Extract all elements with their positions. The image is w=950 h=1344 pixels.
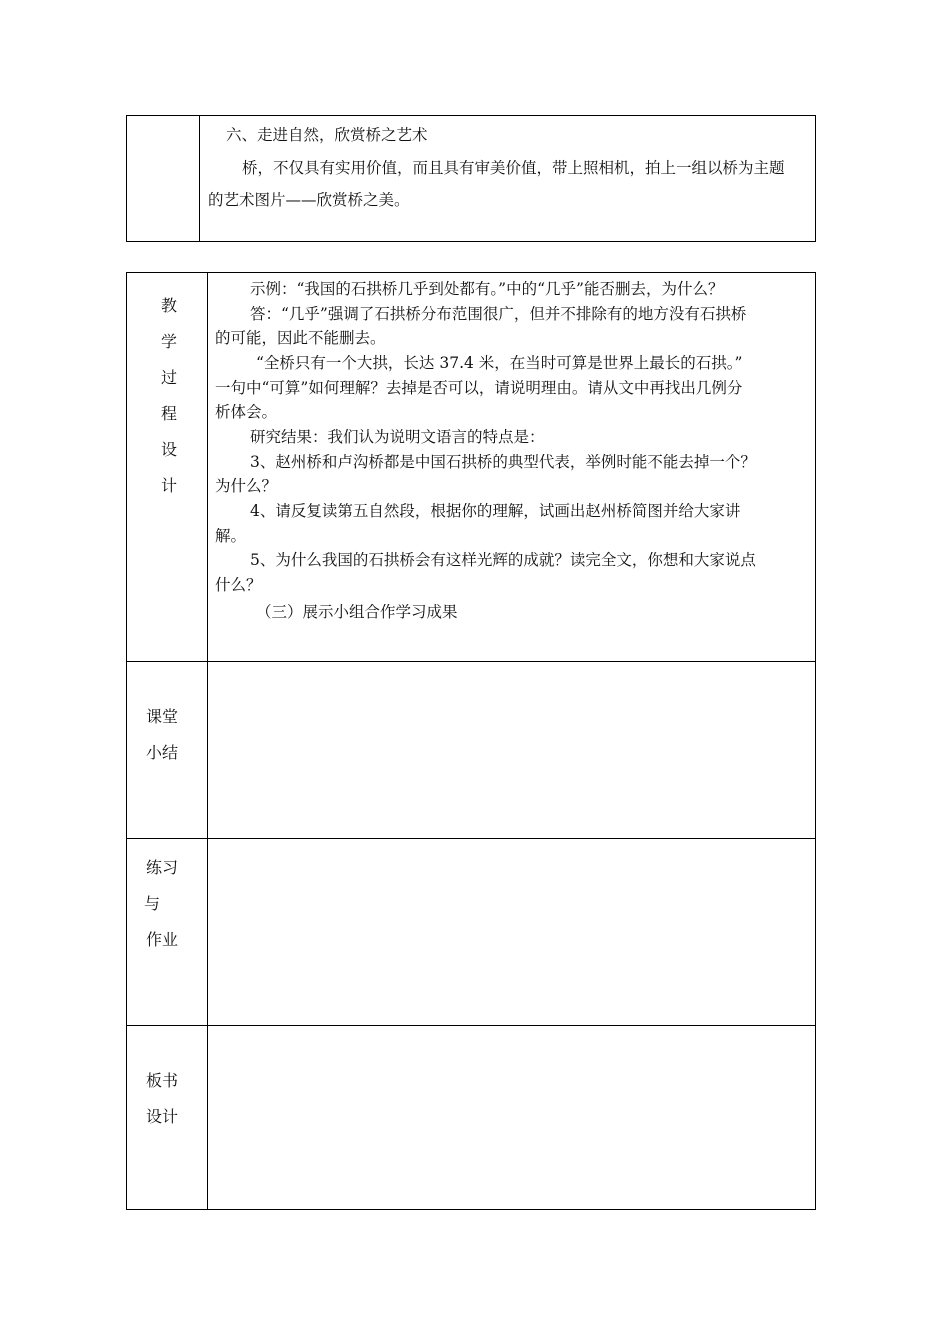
content-line: “全桥只有一个大拱，长达 37.4 米，在当时可算是世界上最长的石拱。”	[256, 354, 743, 372]
content-line: 5、为什么我国的石拱桥会有这样光辉的成就？读完全文，你想和大家说点	[250, 551, 756, 569]
paragraph-line: 的艺术图片——欣赏桥之美。	[208, 191, 410, 209]
content-line: 3、赵州桥和卢沟桥都是中国石拱桥的典型代表，举例时能不能去掉一个？	[250, 453, 756, 471]
activity-table	[126, 115, 816, 242]
label-line: 作业	[145, 930, 178, 949]
label-line: 小结	[145, 743, 178, 762]
row-divider	[127, 838, 815, 839]
content-line: 解。	[215, 527, 247, 545]
label-char: 设	[160, 440, 177, 459]
label-char: 教	[160, 296, 177, 315]
label-char: 过	[160, 368, 177, 387]
content-line: 析体会。	[215, 403, 278, 421]
label-char: 程	[160, 404, 177, 423]
content-line: 的可能，因此不能删去。	[215, 329, 386, 347]
label-char: 计	[160, 476, 177, 495]
label-line: 板书	[145, 1071, 178, 1090]
row-divider	[127, 1025, 815, 1026]
row-divider	[127, 661, 815, 662]
label-line: 课堂	[145, 707, 178, 726]
label-line: 设计	[145, 1107, 178, 1126]
content-line: 4、请反复读第五自然段，根据你的理解，试画出赵州桥简图并给大家讲	[250, 502, 741, 520]
content-line: 示例：“我国的石拱桥几乎到处都有。”中的“几乎”能否删去，为什么？	[250, 280, 724, 298]
section-heading: 六、走进自然，欣赏桥之艺术	[226, 126, 428, 144]
label-char: 学	[160, 332, 177, 351]
content-line: 为什么？	[215, 477, 278, 495]
content-line: （三）展示小组合作学习成果	[256, 603, 458, 621]
column-divider	[199, 116, 200, 241]
content-line: 研究结果：我们认为说明文语言的特点是：	[250, 428, 545, 446]
paragraph-line: 桥，不仅具有实用价值，而且具有审美价值，带上照相机，拍上一组以桥为主题	[242, 159, 785, 177]
label-line: 与	[143, 894, 160, 913]
lesson-plan-table	[126, 272, 816, 1210]
column-divider	[207, 273, 208, 1209]
content-line: 答：“几乎”强调了石拱桥分布范围很广，但并不排除有的地方没有石拱桥	[250, 305, 747, 323]
label-line: 练习	[145, 858, 178, 877]
content-line: 一句中“可算”如何理解？去掉是否可以，请说明理由。请从文中再找出几例分	[215, 379, 743, 397]
content-line: 什么？	[215, 576, 262, 594]
